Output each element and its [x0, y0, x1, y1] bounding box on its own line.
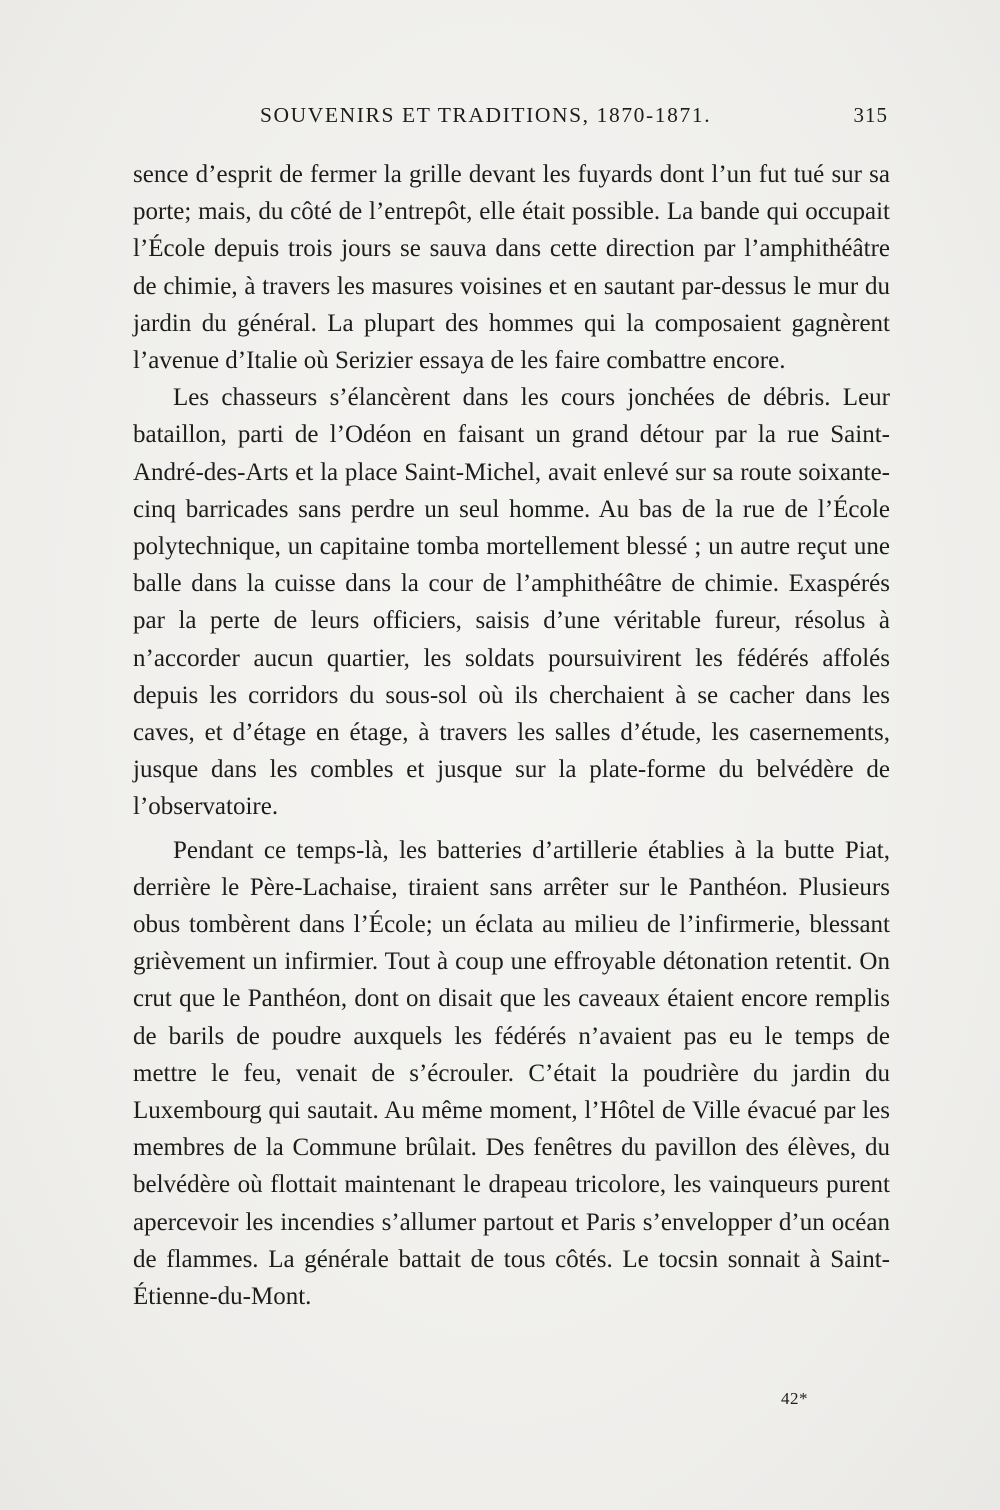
paragraph-1: sence d’esprit de fermer la grille devant les fuyards dont l’un fut tué sur sa porte; mais, du côté de l’entrepôt, elle était possible. La bande qui occupait l’École depuis trois jours se sauva dans cette direction par l’amphithéâtre de chimie, à travers les masures voisines et en sautant par-dessus le mur du jardin du général. La plupart des hommes qui la composaient gagnèrent l’avenue d’Italie où Serizier essaya de les faire combattre encore.: [133, 161, 890, 375]
running-head: [133, 103, 890, 135]
paragraph-3: Pendant ce temps-là, les batteries d’artillerie établies à la butte Piat, derrière le Père-Lachaise, tiraient sans arrêter sur le Panthéon. Plusieurs obus tombèrent dans l’École; un éclata au milieu de l’infirmerie, blessant grièvement un infirmier. Tout à coup une effroyable détonation retentit. On crut que le Panthéon, dont on disait que les caveaux étaient encore remplis de barils de poudre auxquels les fédérés n’avaient pas eu le temps de mettre le feu, venait de s’écrouler. C’était la poudrière du jardin du Luxembourg qui sautait. Au même moment, l’Hôtel de Ville évacué par les membres de la Commune brûlait. Des fenêtres du pavillon des élèves, du belvédère où flottait maintenant le drapeau tricolore, les vainqueurs purent apercevoir les incendies s’allumer partout et Paris s’envelopper d’un océan de flammes. La générale battait de tous côtés. Le tocsin sonnait à Saint-Étienne-du-Mont.: [133, 836, 890, 1311]
running-title: SOUVENIRS ET TRADITIONS, 1870-1871.: [260, 103, 712, 127]
signature-mark: 42*: [781, 1389, 808, 1408]
body-text: [133, 156, 890, 1315]
paragraph-2: Les chasseurs s’élancèrent dans les cours jonchées de débris. Leur bataillon, parti de l’Odéon en faisant un grand détour par la rue Saint-André-des-Arts et la place Saint-Michel, avait enlevé sur sa route soixante-cinq barricades sans perdre un seul homme. Au bas de la rue de l’École polytechnique, un capitaine tomba mortellement blessé ; un autre reçut une balle dans la cuisse dans la cour de l’amphithéâtre de chimie. Exaspérés par la perte de leurs officiers, saisis d’une véritable fureur, résolus à n’accorder aucun quartier, les soldats poursuivirent les fédérés affolés depuis les corridors du sous-sol où ils cherchaient à se cacher dans les caves, et d’étage en étage, à travers les salles d’étude, les casernements, jusque dans les combles et jusque sur la plate-forme du belvédère de l’observatoire.: [133, 384, 890, 821]
page-number: 315: [853, 103, 888, 127]
